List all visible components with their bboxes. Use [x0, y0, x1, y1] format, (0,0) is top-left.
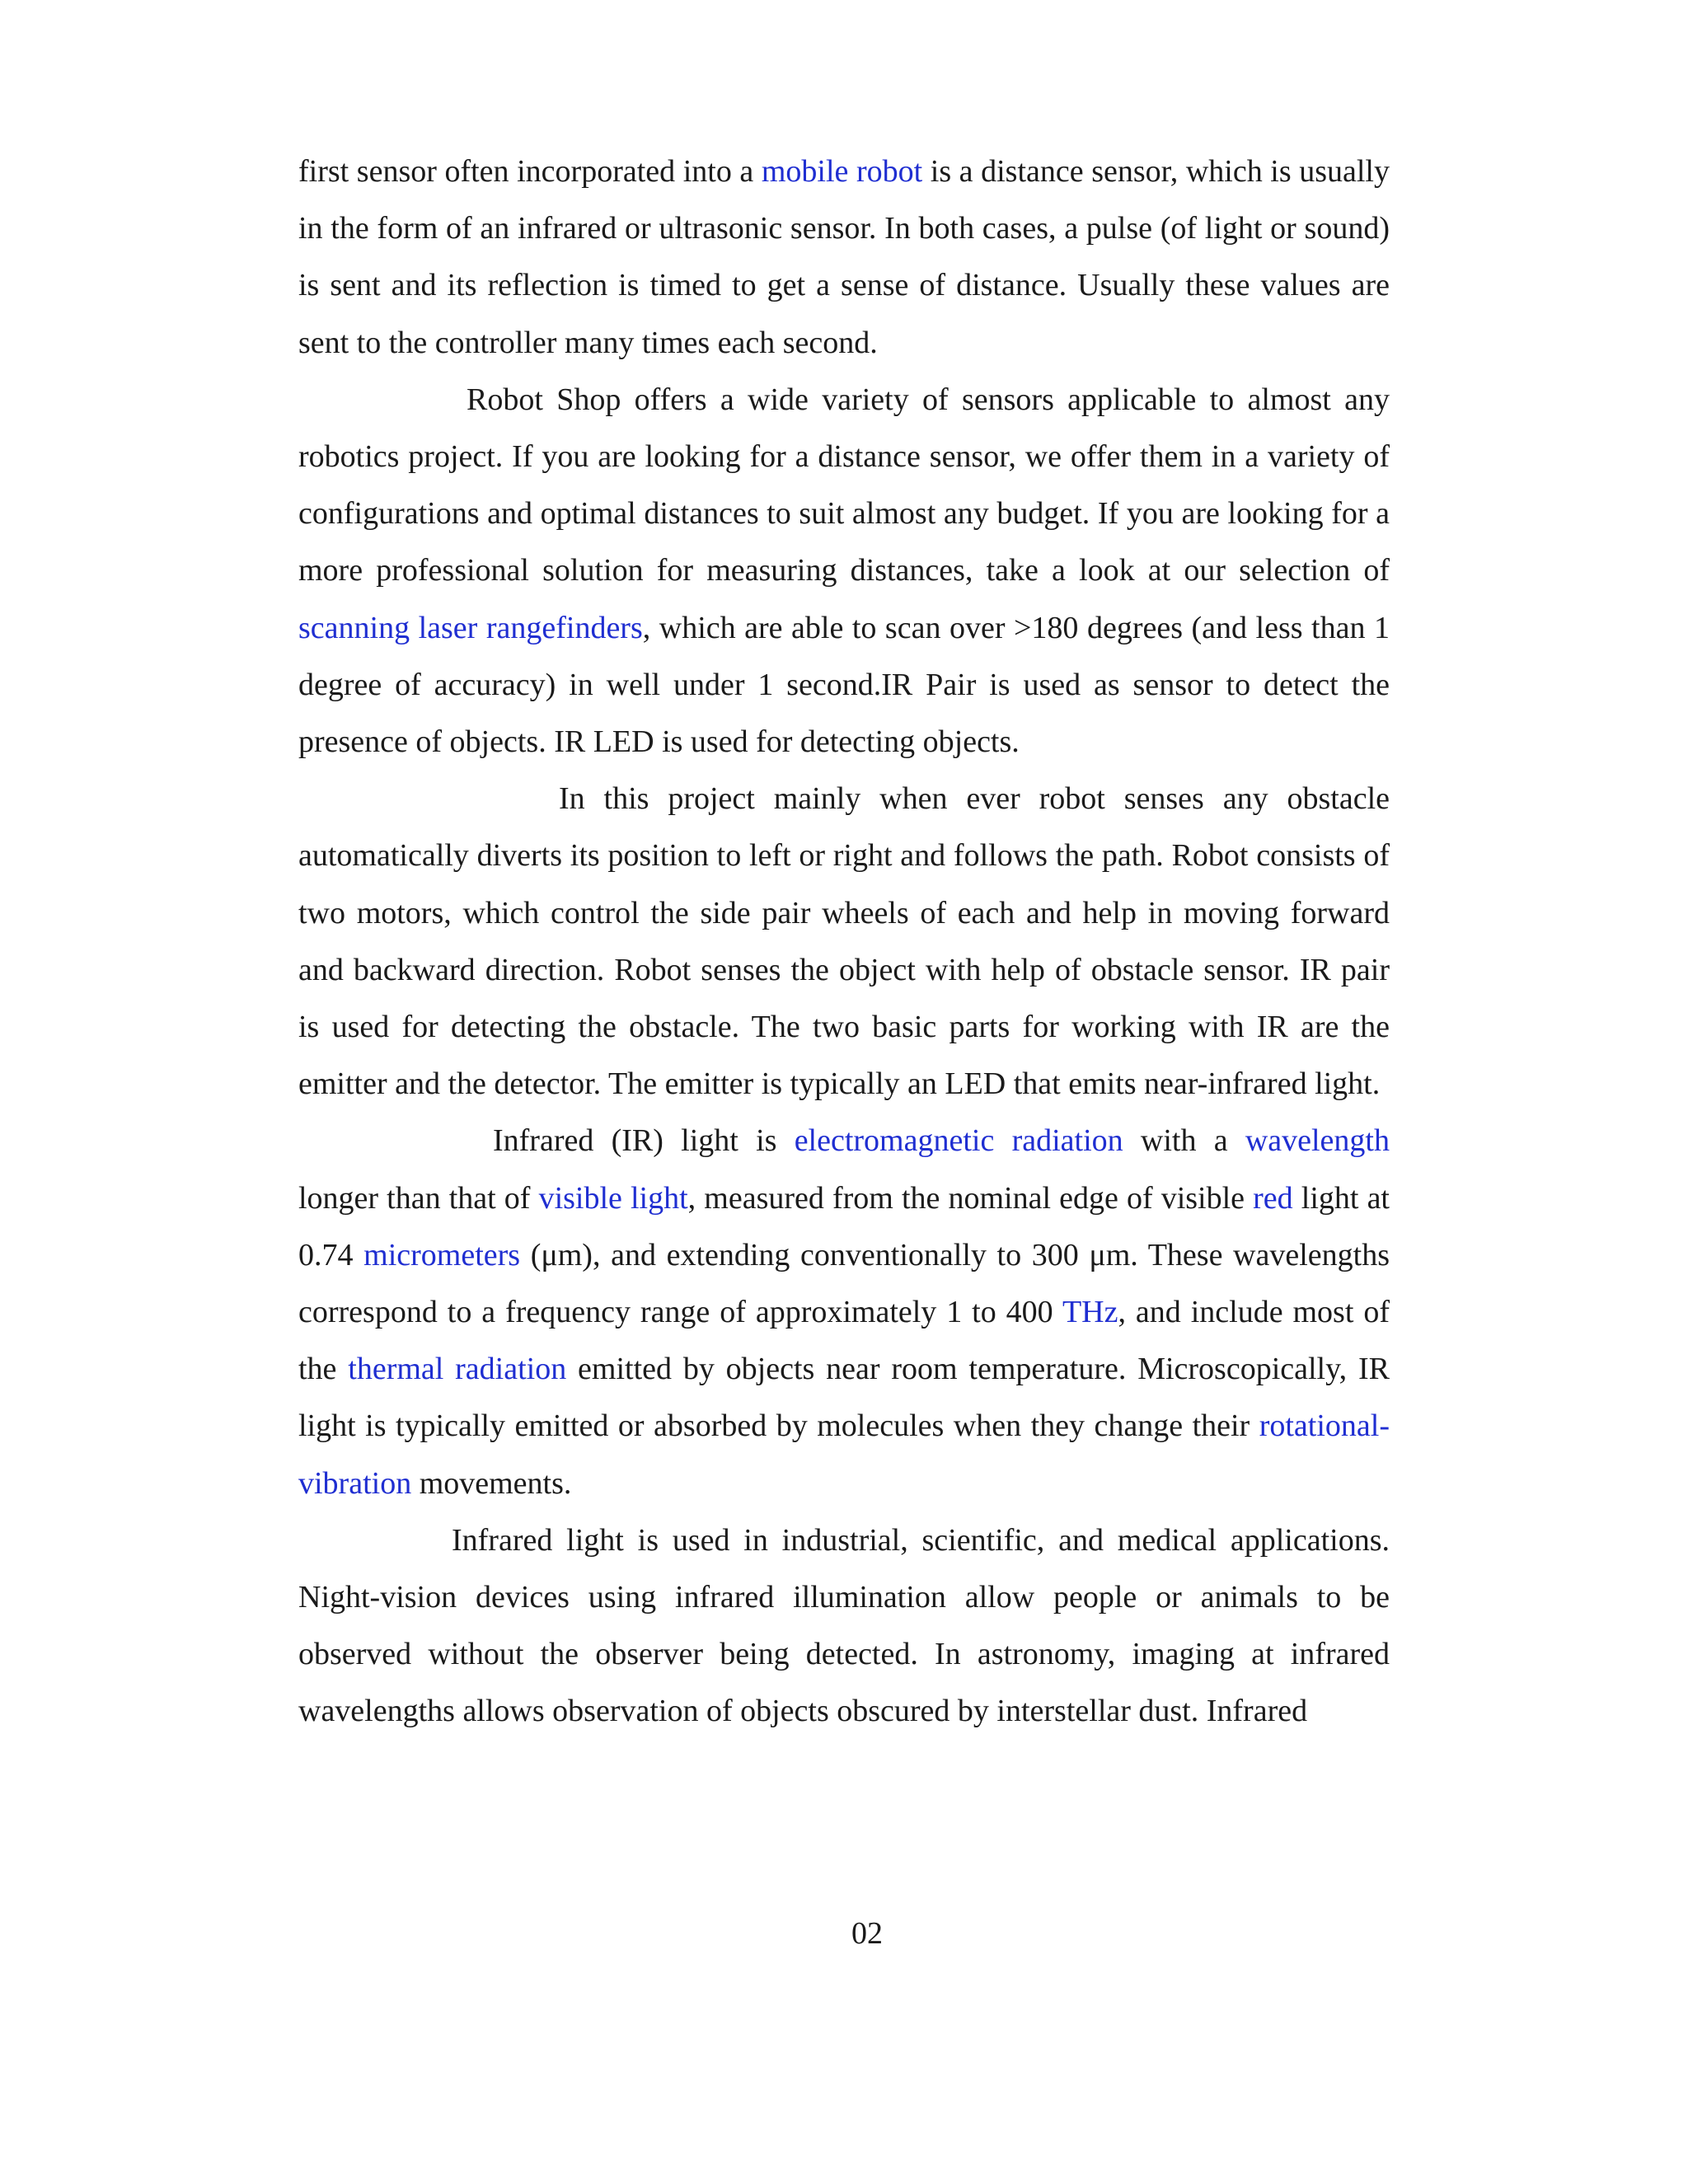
link-mobile-robot[interactable]: mobile robot	[761, 154, 923, 189]
paragraph-text: light at 0.74	[298, 1180, 1390, 1272]
paragraph-text: In this project mainly when ever robot senses any obstacle automatically diverts its position to left or right and follows the path. Robot consists of two motors, which control the side pair wheels of each and help in moving forward and backward direction. Robot senses the object with help of obstacle sensor. IR pair is used for detecting the obstacle. The two basic parts for working with IR are the emitter and the detector. The emitter is typically an LED that emits near-infrared light.	[298, 781, 1390, 1102]
paragraph-infrared-applications	[298, 1512, 1390, 1741]
page-number: 02	[851, 1916, 883, 1951]
link-micrometers[interactable]: micrometers	[363, 1237, 521, 1272]
link-scanning-laser-rangefinders[interactable]: scanning laser rangefinders	[298, 610, 643, 645]
paragraph-text: Robot Shop offers a wide variety of sensors applicable to almost any robotics project. If you are looking for a distance sensor, we offer them in a variety of configurations and optimal distances to suit almost any budget. If you are looking for a more professional solution for measuring distances, take a look at our selection of	[298, 382, 1390, 588]
link-visible-light[interactable]: visible light	[538, 1180, 688, 1216]
link-wavelength[interactable]: wavelength	[1245, 1123, 1390, 1159]
paragraph-distance-sensor	[298, 143, 1390, 372]
paragraph-text: with a	[1123, 1123, 1245, 1159]
paragraph-text: movements.	[411, 1465, 572, 1501]
paragraph-text: Infrared light is used in industrial, scientific, and medical applications. Night-vision devices using infrared illumination allow people or animals to be observed without the observer being detected. In astronomy, imaging at infrared wavelengths allows observation of objects obscured by interstellar dust. Infrared	[298, 1522, 1390, 1729]
paragraph-text: first sensor often incorporated into a	[298, 154, 762, 189]
paragraph-robot-shop	[298, 372, 1390, 771]
paragraph-text: , measured from the nominal edge of visible	[687, 1180, 1254, 1216]
paragraph-infrared-light	[298, 1113, 1390, 1511]
paragraph-project-description	[298, 771, 1390, 1113]
paragraph-text: longer than that of	[298, 1180, 539, 1216]
paragraph-text: emitted by objects near room temperature. Microscopically, IR light is typically emitted or absorbed by molecules when they change their	[298, 1352, 1390, 1444]
link-thz[interactable]: THz	[1062, 1295, 1118, 1330]
paragraph-text: is a distance sensor, which is usually in the form of an infrared or ultrasonic sensor. In both cases, a pulse (of light or sound) is sent and its reflection is timed to get a sense of distance. Usually these values are sent to the controller many times each second.	[298, 154, 1390, 360]
paragraph-text: (μm), and extending conventionally to 300 μm. These wavelengths correspond to a frequency range of approximately 1 to 400	[298, 1237, 1390, 1330]
link-electromagnetic-radiation[interactable]: electromagnetic radiation	[794, 1123, 1123, 1159]
paragraph-text: , which are able to scan over >180 degrees (and less than 1 degree of accuracy) in well under 1 second.IR Pair is used as sensor to detect the presence of objects. IR LED is used for detecting objects.	[298, 610, 1390, 760]
link-thermal-radiation[interactable]: thermal radiation	[348, 1352, 567, 1387]
paragraph-text: , and include most of the	[298, 1295, 1390, 1387]
link-rotational-vibration[interactable]: rotational-vibration	[298, 1408, 1390, 1501]
link-red[interactable]: red	[1253, 1180, 1293, 1216]
paragraph-text: Infrared (IR) light is	[493, 1123, 795, 1159]
body-text	[298, 143, 1390, 1741]
